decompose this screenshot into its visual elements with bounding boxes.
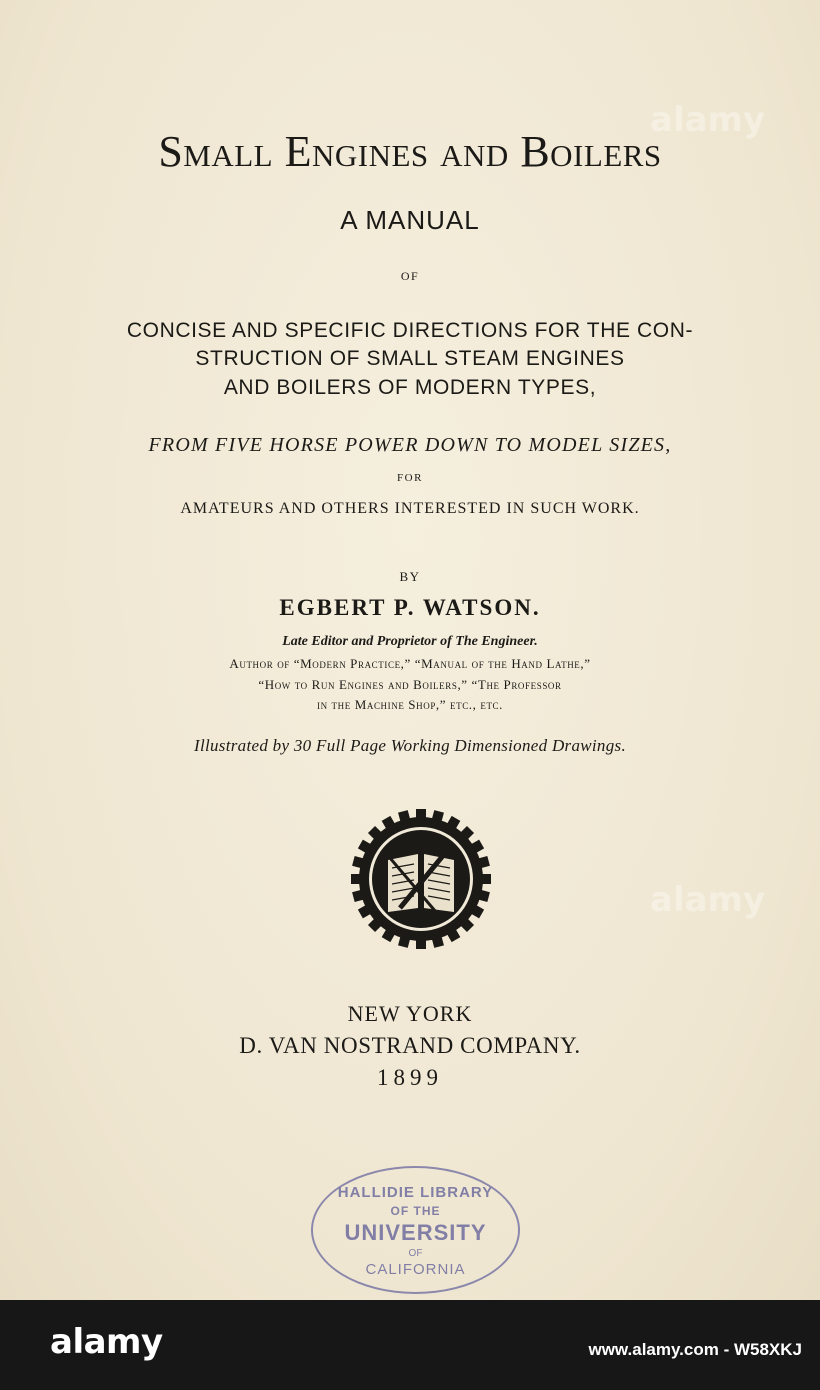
stamp-line: HALLIDIE LIBRARY [337, 1184, 494, 1201]
connector-of: OF [400, 269, 420, 283]
description-line: AND BOILERS OF MODERN TYPES, [223, 376, 597, 399]
image-reference: www.alamy.com - W58XKJ [588, 1340, 802, 1359]
book-subtitle: A MANUAL [340, 205, 480, 235]
illustrations-note: Illustrated by 30 Full Page Working Dimensioned Drawings. [194, 736, 626, 755]
stamp-line: OF [408, 1248, 423, 1259]
watermark: alamy [650, 100, 766, 140]
description-line: STRUCTION OF SMALL STEAM ENGINES [195, 347, 625, 370]
publication-year: 1899 [377, 1065, 443, 1090]
stamp-line: CALIFORNIA [365, 1261, 466, 1278]
author-role: Late Editor and Proprietor of The Engineer. [282, 634, 538, 649]
author-works-line: Author of “Modern Practice,” “Manual of the Hand Lathe,” [229, 656, 591, 671]
author-works-line: “How to Run Engines and Boilers,” “The Professor [258, 677, 562, 692]
author-name: EGBERT P. WATSON. [279, 595, 541, 620]
audience-line: AMATEURS AND OTHERS INTERESTED IN SUCH WORK. [180, 500, 640, 517]
brand-logo: alamy [50, 1322, 163, 1362]
publication-place: NEW YORK [347, 1001, 473, 1026]
stamp-line: UNIVERSITY [344, 1220, 487, 1245]
stamp-line: OF THE [390, 1204, 441, 1218]
author-works-line: in the Machine Shop,” etc., etc. [317, 697, 503, 712]
publisher-name: D. VAN NOSTRAND COMPANY. [239, 1033, 581, 1058]
power-range: FROM FIVE HORSE POWER DOWN TO MODEL SIZES, [148, 434, 672, 456]
description-line: CONCISE AND SPECIFIC DIRECTIONS FOR THE CON- [126, 319, 694, 342]
watermark: alamy [650, 880, 766, 920]
connector-by: BY [399, 569, 421, 584]
connector-for: FOR [397, 472, 423, 484]
book-title: Small Engines and Boilers [158, 127, 662, 176]
publisher-emblem-icon [350, 808, 492, 950]
footer-bar [0, 1300, 820, 1390]
library-stamp [311, 1166, 520, 1294]
